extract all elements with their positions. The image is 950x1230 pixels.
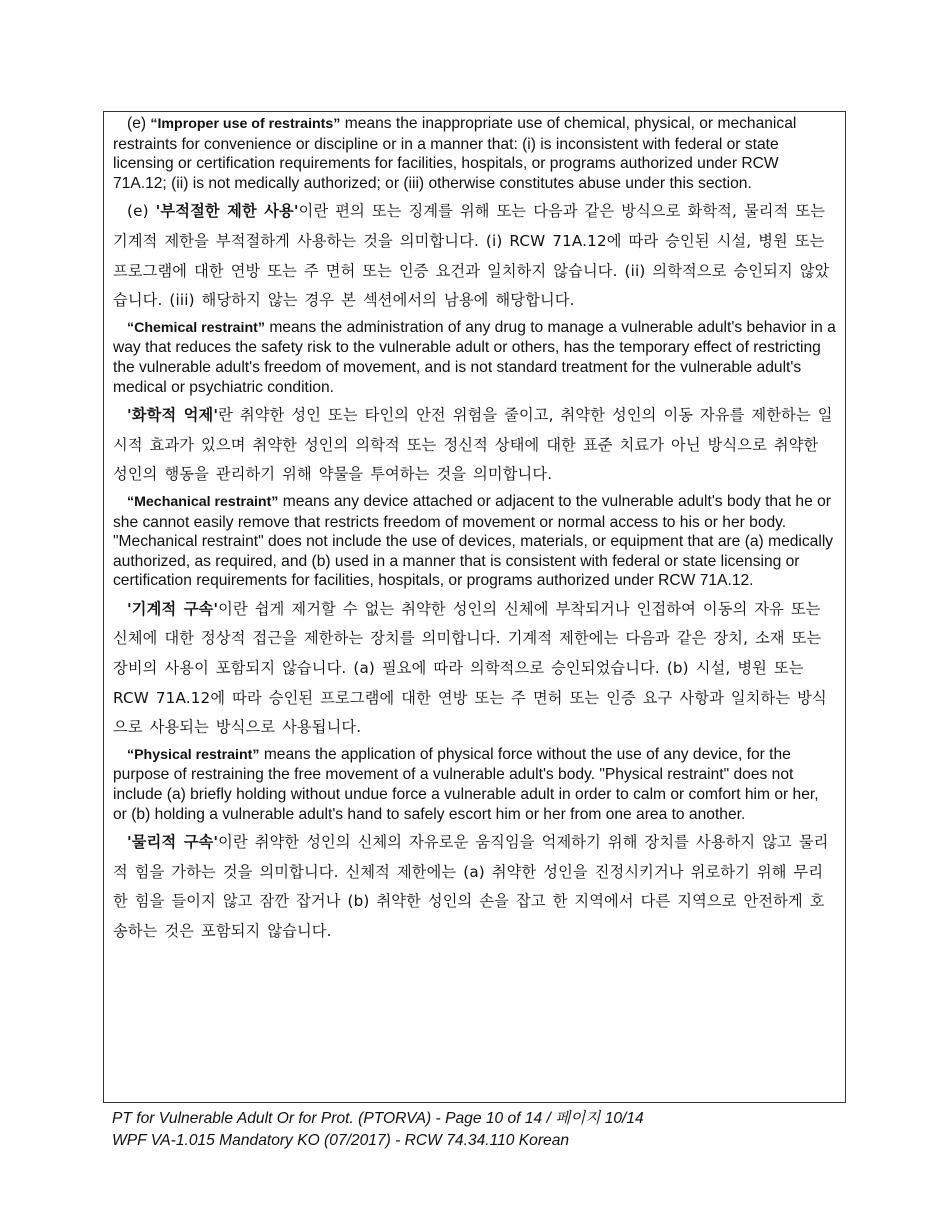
- term-mechanical-restraint-ko: '기계적 구속': [127, 599, 219, 618]
- term-physical-restraint-ko: '물리적 구속': [127, 833, 219, 852]
- definition-chemical-restraint-ko: '화학적 억제'란 취약한 성인 또는 타인의 안전 위험을 줄이고, 취약한 성인의 이동 자유를 제한하는 일시적 효과가 있으며 취약한 성인의 의학적 또는 정신적 상태에 대한 표준 치료가 아닌 방식으로 취약한 성인의 행동을 관리하기 위해 약물을 투여하는 것을 의미합니다.: [113, 406, 833, 484]
- definitions-box: [103, 111, 846, 1103]
- footer-form-info: WPF VA-1.015 Mandatory KO (07/2017) - RCW 74.34.110 Korean: [112, 1132, 570, 1149]
- term-chemical-restraint: “Chemical restraint”: [127, 319, 265, 336]
- definition-improper-use-en: (e) “Improper use of restraints” means the inappropriate use of chemical, physical, or mechanical restraints for convenience or discipline or in a manner that: (i) is inconsistent with federal or state licensing or certification requirements for facilities, hospitals, or programs authorized under RCW 71A.12; (ii) is not medically authorized; or (iii) otherwise constitutes abuse under this section.: [113, 115, 797, 192]
- term-physical-restraint: “Physical restraint”: [127, 746, 260, 763]
- definition-physical-restraint-ko: '물리적 구속'이란 취약한 성인의 신체의 자유로운 움직임을 억제하기 위해 장치를 사용하지 않고 물리적 힘을 가하는 것을 의미합니다. 신체적 제한에는 (a) 취약한 성인을 진정시키거나 위로하기 위해 무리한 힘을 들이지 않고 잠깐 잡거나 (b) 취약한 성인의 손을 잡고 한 지역에서 다른 지역으로 안전하게 호송하는 것은 포함되지 않습니다.: [113, 833, 829, 940]
- term-improper-use-ko: '부적절한 제한 사용': [155, 202, 299, 221]
- term-improper-use: “Improper use of restraints”: [150, 116, 341, 132]
- footer-page-info: PT for Vulnerable Adult Or for Prot. (PTORVA) - Page 10 of 14 / 페이지 10/14: [112, 1110, 644, 1127]
- term-chemical-restraint-ko: '화학적 억제': [127, 406, 219, 425]
- definition-mechanical-restraint-ko: '기계적 구속'이란 쉽게 제거할 수 없는 취약한 성인의 신체에 부착되거나 인접하여 이동의 자유 또는 신체에 대한 정상적 접근을 제한하는 장치를 의미합니다. 기계적 제한에는 다음과 같은 장치, 소재 또는 장비의 사용이 포함되지 않습니다. (a) 필요에 따라 의학적으로 승인되었습니다. (b) 시설, 병원 또는 RCW 71A.12에 따라 승인된 프로그램에 대한 연방 또는 주 면허 또는 인증 요구 사항과 일치하는 방식으로 사용되는 방식으로 사용됩니다.: [113, 599, 827, 737]
- definition-physical-restraint-en: “Physical restraint” means the application of physical force without the use of any device, for the purpose of restraining the free movement of a vulnerable adult's body. "Physical restraint" does not include (a) briefly holding without undue force a vulnerable adult in order to calm or comfort him or her, or (b) holding a vulnerable adult's hand to safely escort him or her from one area to another.: [113, 745, 819, 823]
- term-mechanical-restraint: “Mechanical restraint”: [127, 493, 279, 510]
- definition-mechanical-restraint-en: “Mechanical restraint” means any device attached or adjacent to the vulnerable adult's body that he or she cannot easily remove that restricts freedom of movement or normal access to his or her body. "Mechanical restraint" does not include the use of devices, materials, or equipment that are (a) medically authorized, as required, and (b) used in a manner that is consistent with federal or state licensing or certification requirements for facilities, hospitals, or programs authorized under RCW 71A.12.: [113, 492, 834, 590]
- definition-chemical-restraint-en: “Chemical restraint” means the administration of any drug to manage a vulnerable adult's behavior in a way that reduces the safety risk to the vulnerable adult or others, has the temporary effect of restricting the vulnerable adult's freedom of movement, and is not standard treatment for the vulnerable adult's medical or psychiatric condition.: [113, 318, 836, 396]
- page-footer: [112, 1108, 644, 1152]
- definition-improper-use-ko: (e) '부적절한 제한 사용'이란 편의 또는 징계를 위해 또는 다음과 같은 방식으로 화학적, 물리적 또는 기계적 제한을 부적절하게 사용하는 것을 의미합니다. (i) RCW 71A.12에 따라 승인된 시설, 병원 또는 프로그램에 대한 연방 또는 주 면허 또는 인증 요건과 일치하지 않습니다. (ii) 의학적으로 승인되지 않았습니다. (iii) 해당하지 않는 경우 본 섹션에서의 남용에 해당합니다.: [113, 202, 830, 310]
